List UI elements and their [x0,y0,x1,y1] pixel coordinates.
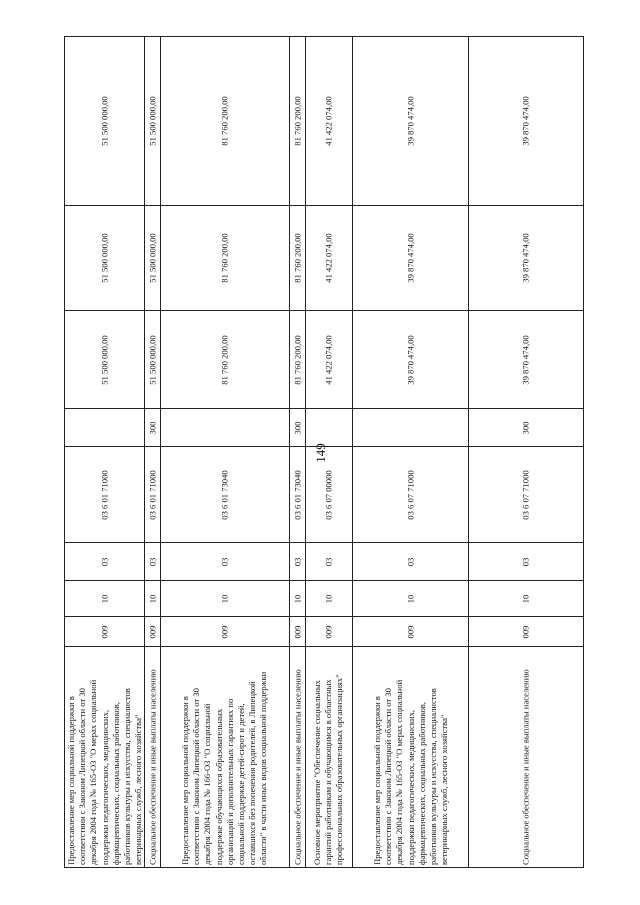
name-text: Предоставление мер социальной поддержки в соответствии с Законом Липецкой области от 30 декабря 2004 года № 166-ОЗ "О социальной поддержке обучающихся образовательных организаций и дополнительных гарантиях по социальной поддержке детей-сирот и детей, оставшихся без попечения родителей, в Липецкой области" в части иных видов социальной поддержки [180,671,269,865]
section-cell [144,580,160,616]
subsection-cell [468,542,584,580]
ministry-code-text: 009 [219,625,230,638]
subsection-text: 03 [520,557,531,566]
ministry-code-text: 009 [291,625,302,638]
section-text: 10 [404,594,415,603]
expense-type-text: 300 [520,421,531,434]
amount-year3-text: 39 870 474,00 [520,96,531,146]
amount-year2-text: 39 870 474,00 [404,233,415,283]
subsection-cell [144,542,160,580]
expense-type-text: 300 [291,421,302,434]
target-article-text: 03 6 01 73040 [291,469,302,520]
section-cell [160,580,289,616]
subsection-text: 03 [146,557,157,566]
subsection-cell [352,542,468,580]
amount-year1-text: 51 500 000,00 [146,334,157,385]
amount-year3-cell [144,36,160,205]
section-text: 10 [146,594,157,603]
ministry-code-cell [64,616,144,646]
name-cell [289,646,305,868]
amount-year3-cell [64,36,144,205]
amount-year1-cell [64,310,144,408]
amount-year3-text: 81 760 200,00 [219,96,230,146]
subsection-text: 03 [404,557,415,566]
name-cell [64,646,144,868]
section-text: 10 [219,594,230,603]
amount-year1-cell [144,310,160,408]
amount-year2-text: 81 760 200,00 [291,233,302,283]
amount-year3-text: 51 500 000,00 [146,96,157,146]
target-article-text: 03 6 07 00000 [323,469,334,520]
name-cell [468,646,584,868]
amount-year2-text: 39 870 474,00 [520,233,531,283]
amount-year3-text: 81 760 200,00 [291,96,302,146]
amount-year3-text: 39 870 474,00 [404,96,415,146]
expense-type-text: 300 [146,421,157,434]
amount-year3-cell [468,36,584,205]
name-text: Предоставление мер социальной поддержки в соответствии с Законом Липецкой области от 30 декабря 2004 года № 165-ОЗ "О мерах социальной поддержки педагогических, медицинских, фармацевтических, социальных работников, работников культуры и искусства, специалистов ветеринарных служб, лесного хозяйства" [371,679,449,865]
ministry-code-text: 009 [98,625,109,638]
amount-year1-cell [289,310,305,408]
section-cell [305,580,352,616]
ministry-code-cell [305,616,352,646]
amount-year1-text: 51 500 000,00 [98,334,109,385]
section-cell [289,580,305,616]
amount-year1-text: 81 760 200,00 [291,334,302,385]
target-article-cell [144,446,160,542]
name-text: Социальное обеспечение и иные выплаты населению [520,669,531,865]
section-text: 10 [323,594,334,603]
amount-year1-text: 39 870 474,00 [520,334,531,385]
target-article-cell [289,446,305,542]
section-text: 10 [291,594,302,603]
name-cell [305,646,352,868]
amount-year2-cell [468,205,584,310]
amount-year3-cell [305,36,352,205]
amount-year3-cell [352,36,468,205]
amount-year3-cell [160,36,289,205]
target-article-text: 03 6 01 71000 [146,469,157,520]
section-cell [352,580,468,616]
amount-year1-cell [160,310,289,408]
amount-year3-cell [289,36,305,205]
subsection-text: 03 [98,557,109,566]
expense-type-cell [289,408,305,446]
amount-year2-text: 41 422 074,00 [323,233,334,283]
ministry-code-text: 009 [404,625,415,638]
subsection-cell [160,542,289,580]
name-text: Социальное обеспечение и иные выплаты населению [291,669,302,865]
ministry-code-cell [352,616,468,646]
section-text: 10 [520,594,531,603]
amount-year1-text: 81 760 200,00 [219,334,230,385]
target-article-text: 03 6 01 71000 [98,469,109,520]
amount-year2-cell [352,205,468,310]
expense-type-cell [160,408,289,446]
expense-type-cell [468,408,584,446]
target-article-cell [352,446,468,542]
section-text: 10 [98,594,109,603]
amount-year2-cell [289,205,305,310]
subsection-text: 03 [219,557,230,566]
amount-year3-text: 51 500 000,00 [98,96,109,146]
amount-year1-cell [352,310,468,408]
ministry-code-text: 009 [323,625,334,638]
ministry-code-cell [160,616,289,646]
name-cell [144,646,160,868]
subsection-cell [64,542,144,580]
ministry-code-text: 009 [520,625,531,638]
expense-type-cell [352,408,468,446]
amount-year2-cell [160,205,289,310]
subsection-cell [289,542,305,580]
page-number-text: 149 [313,443,328,463]
ministry-code-cell [468,616,584,646]
amount-year2-cell [144,205,160,310]
name-cell [160,646,289,868]
target-article-text: 03 6 07 71000 [520,469,531,520]
target-article-cell [305,446,352,542]
ministry-code-text: 009 [146,625,157,638]
ministry-code-cell [144,616,160,646]
name-cell [352,646,468,868]
target-article-text: 03 6 01 73040 [219,469,230,520]
target-article-cell [64,446,144,542]
amount-year2-text: 51 500 000,00 [146,233,157,283]
subsection-cell [305,542,352,580]
subsection-text: 03 [291,557,302,566]
amount-year2-text: 51 500 000,00 [98,233,109,283]
expense-type-cell [305,408,352,446]
section-cell [64,580,144,616]
amount-year2-text: 81 760 200,00 [219,233,230,283]
target-article-cell [160,446,289,542]
name-text: Основное мероприятие "Обеспечение социальных гарантий работникам и обучающимся в областных профессиональных образовательных организациях" [312,674,345,865]
amount-year3-text: 41 422 074,00 [323,96,334,146]
amount-year1-cell [468,310,584,408]
amount-year1-cell [305,310,352,408]
target-article-text: 03 6 07 71000 [404,469,415,520]
section-cell [468,580,584,616]
name-text: Предоставление мер социальной поддержки в соответствии с Законом Липецкой области от 30 декабря 2004 года № 165-ОЗ "О мерах социальной поддержки педагогических, медицинских, фармацевтических, социальных работников, работников культуры и искусства, специалистов ветеринарных служб, лесного хозяйства" [65,679,143,865]
ministry-code-cell [289,616,305,646]
expense-type-cell [144,408,160,446]
amount-year2-cell [64,205,144,310]
amount-year1-text: 41 422 074,00 [323,334,334,385]
amount-year2-cell [305,205,352,310]
subsection-text: 03 [323,557,334,566]
budget-table [64,36,584,868]
target-article-cell [468,446,584,542]
name-text: Социальное обеспечение и иные выплаты населению [146,669,157,865]
expense-type-cell [64,408,144,446]
amount-year1-text: 39 870 474,00 [404,334,415,385]
